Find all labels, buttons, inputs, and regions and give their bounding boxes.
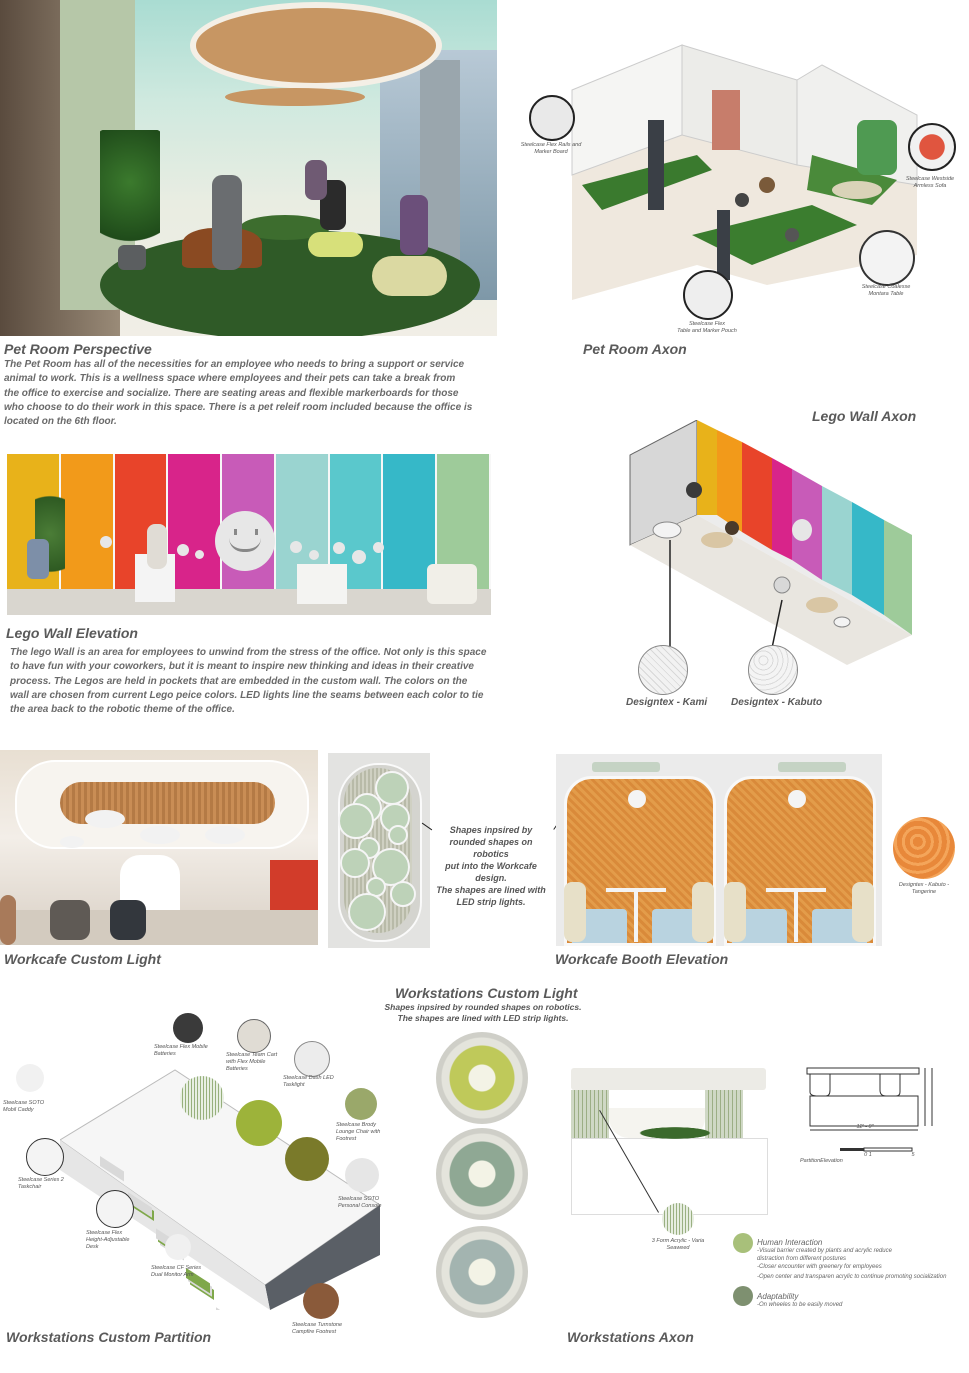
workstations-light-note bbox=[368, 1002, 598, 1024]
legend-line: -Visual barrier created by plants and acrylic reduce bbox=[757, 1248, 892, 1254]
human-interaction-legend bbox=[757, 1238, 967, 1283]
flex-table-callout-circle bbox=[683, 270, 733, 320]
flex-table-label bbox=[667, 321, 747, 335]
scale-label-end: 5 bbox=[911, 1152, 915, 1158]
text-line: located on the 6th floor. bbox=[4, 416, 117, 428]
label-line: Height-Adjustable bbox=[86, 1237, 130, 1243]
product-label-campfire bbox=[292, 1322, 352, 1336]
note-line: LED strip lights. bbox=[456, 897, 526, 907]
legend-line: -On wheeles to be easily moved bbox=[757, 1302, 843, 1308]
workcafe-booth-elevation bbox=[556, 754, 882, 946]
text-line: wall are chosen from current Lego peice colors. LED lights line the seams between each color to tie bbox=[10, 689, 484, 701]
note-line: Shapes inpsired by bbox=[449, 825, 533, 835]
label-line: Steelcase Flex Mobile bbox=[154, 1044, 208, 1050]
label-line: Batteries bbox=[226, 1066, 248, 1072]
workstation-light-fixture-1 bbox=[436, 1032, 528, 1124]
workcafe-light-plan bbox=[328, 753, 430, 948]
legend-title: Adaptability bbox=[757, 1292, 799, 1301]
label-line: Steelcase Series 2 bbox=[18, 1177, 64, 1183]
soto-personal-console-icon bbox=[345, 1158, 379, 1192]
flex-height-desk-icon bbox=[96, 1190, 134, 1228]
partition-render bbox=[565, 1068, 770, 1213]
sofa-callout-circle bbox=[908, 123, 956, 171]
product-label-soto-caddy bbox=[3, 1100, 53, 1114]
label-line: Personal Console bbox=[338, 1203, 382, 1209]
sofa-label bbox=[900, 176, 960, 190]
note-line: put into the Workcafe design. bbox=[445, 861, 537, 883]
workcafe-light-note bbox=[432, 824, 550, 908]
kami-fabric-label: Designtex - Kami bbox=[626, 697, 708, 708]
kabuto-fabric-swatch bbox=[748, 645, 798, 695]
label-line: Steelcase SOTO bbox=[338, 1196, 380, 1202]
smiley-eyes bbox=[234, 529, 258, 535]
legend-line: -Open center and transparen acrylic to continue promoting socialization bbox=[757, 1274, 947, 1280]
brody-lounge-chair-icon bbox=[345, 1088, 377, 1120]
label-line: Steelcase Flex bbox=[688, 321, 726, 327]
label-line: Steelcase Flex Rails and bbox=[520, 142, 582, 148]
label-line: Table and Marker Pouch bbox=[677, 328, 737, 334]
seaweed-acrylic-sample bbox=[662, 1203, 694, 1235]
legend-line: -Closer encounter with greenery for employees bbox=[757, 1264, 882, 1270]
label-line: Steelcase Team Cart bbox=[226, 1052, 278, 1058]
flex-rails-label bbox=[512, 142, 590, 156]
text-line: process. The Legos are held in pockets that are embedded in the custom wall. The colors on the bbox=[10, 675, 468, 687]
scale-label-start: 0 1 bbox=[864, 1152, 872, 1158]
product-label-series-2 bbox=[18, 1177, 78, 1191]
adaptability-legend bbox=[757, 1292, 957, 1309]
lego-wall-elevation-image bbox=[7, 454, 491, 615]
label-line: Tasklight bbox=[283, 1082, 305, 1088]
note-line: Shapes inpsired by rounded shapes on robotics. bbox=[384, 1002, 582, 1012]
label-line: Footrest bbox=[336, 1136, 357, 1142]
lego-wall-elevation-title: Lego Wall Elevation bbox=[6, 625, 138, 641]
lego-wall-description bbox=[10, 646, 490, 717]
label-line: Tangerine bbox=[911, 889, 937, 895]
label-line: Mobil Caddy bbox=[3, 1107, 34, 1113]
label-line: with Flex Mobile bbox=[226, 1059, 266, 1065]
label-line: Steelcase Brody bbox=[336, 1122, 377, 1128]
kami-fabric-swatch bbox=[638, 645, 688, 695]
label-line: Designtex - Kabuto - bbox=[898, 882, 950, 888]
label-line: Seaweed bbox=[666, 1245, 690, 1251]
label-line: Lounge Chair with bbox=[336, 1129, 381, 1135]
text-line: the office to exercise and socialize. There are seating areas and flexible markerboards for those bbox=[4, 387, 459, 399]
workcafe-booth-title: Workcafe Booth Elevation bbox=[555, 951, 729, 967]
product-label-brody bbox=[336, 1122, 396, 1143]
label-line: Campfire Footrest bbox=[292, 1329, 337, 1335]
text-line: who choose to do their work in this space. There is a pet releif room included because the office is bbox=[4, 401, 473, 413]
pet-room-axon-title: Pet Room Axon bbox=[583, 341, 687, 357]
workstation-light-fixture-2 bbox=[436, 1128, 528, 1220]
product-label-flex-mobile bbox=[154, 1044, 224, 1058]
pet-room-axon-diagram bbox=[512, 25, 955, 345]
cf-dual-monitor-arm-icon bbox=[165, 1234, 191, 1260]
lego-color-stripe bbox=[61, 454, 115, 589]
product-label-cf-arm bbox=[151, 1265, 221, 1279]
partition-elevation-caption: PartitionElevation bbox=[800, 1158, 843, 1164]
lego-wall-axon-diagram bbox=[622, 420, 922, 665]
table-label bbox=[852, 284, 920, 298]
partition-width-dimension: 12' - 0" bbox=[856, 1124, 874, 1130]
human-interaction-swatch bbox=[733, 1233, 753, 1253]
lego-wall-axon-title: Lego Wall Axon bbox=[812, 408, 917, 424]
text-line: animal to work. This is a wellness space where employees and their pets can take a break from bbox=[4, 373, 456, 385]
workstation-desk bbox=[216, 1307, 240, 1310]
label-line: Steelcase Coalesse bbox=[861, 284, 911, 290]
kabuto-tangerine-swatch bbox=[893, 817, 955, 879]
label-line: Steelcase Dash LED bbox=[283, 1075, 334, 1081]
kabuto-tangerine-label bbox=[890, 882, 958, 896]
label-line: Marker Board bbox=[534, 149, 568, 155]
label-line: Batteries bbox=[154, 1051, 176, 1057]
workstations-axon-title: Workstations Axon bbox=[567, 1329, 694, 1345]
note-line: The shapes are lined with bbox=[436, 885, 546, 895]
note-line: The shapes are lined with LED strip lights. bbox=[397, 1013, 569, 1023]
series-2-taskchair-icon bbox=[26, 1138, 64, 1176]
workstations-partition-axon bbox=[60, 1060, 390, 1310]
product-label-flex-desk bbox=[86, 1230, 146, 1251]
label-line: Steelcase Turnstone bbox=[292, 1322, 343, 1328]
text-line: The Pet Room has all of the necessities for an employee who needs to bring a support or service bbox=[4, 359, 465, 370]
note-line: rounded shapes on robotics bbox=[449, 837, 533, 859]
label-line: Montara Table bbox=[868, 291, 904, 297]
text-line: to have fun with your coworkers, but it is meant to inspire new thinking and ideas in their creative bbox=[10, 661, 474, 673]
partition-elevation-drawing bbox=[800, 1062, 950, 1172]
legend-line: distraction from different postures bbox=[757, 1256, 847, 1262]
kabuto-fabric-label: Designtex - Kabuto bbox=[731, 697, 823, 708]
lego-color-stripe bbox=[168, 454, 222, 589]
flex-mobile-batteries-icon bbox=[173, 1013, 203, 1043]
workstations-partition-title: Workstations Custom Partition bbox=[6, 1329, 212, 1345]
team-cart-icon bbox=[237, 1019, 271, 1053]
label-line: Steelcase CF Series bbox=[151, 1265, 202, 1271]
label-line: Steelcase Flex bbox=[86, 1230, 123, 1236]
label-line: Dual Monitor Arm bbox=[151, 1272, 194, 1278]
label-line: Steelcase SOTO bbox=[3, 1100, 45, 1106]
label-line: Armless Sofa bbox=[913, 183, 947, 189]
product-label-team-cart bbox=[226, 1052, 286, 1073]
adaptability-swatch bbox=[733, 1286, 753, 1306]
label-line: Taskchair bbox=[18, 1184, 42, 1190]
pet-room-perspective-image bbox=[0, 0, 497, 336]
flex-rails-callout-circle bbox=[529, 95, 575, 141]
seaweed-acrylic-swatch bbox=[180, 1076, 224, 1120]
dash-led-tasklight-icon bbox=[294, 1041, 330, 1077]
acrylic-label bbox=[645, 1238, 711, 1252]
workstations-light-title: Workstations Custom Light bbox=[395, 985, 578, 1001]
moss-fabric-swatch bbox=[285, 1137, 329, 1181]
label-line: 3 Form Acrylic - Varia bbox=[651, 1238, 705, 1244]
label-line: Desk bbox=[86, 1244, 99, 1250]
campfire-footrest-icon bbox=[303, 1283, 339, 1319]
workcafe-perspective-image bbox=[0, 750, 318, 945]
pet-room-perspective-title: Pet Room Perspective bbox=[4, 341, 152, 357]
soto-mobil-caddy-icon bbox=[16, 1064, 44, 1092]
product-label-soto-console bbox=[338, 1196, 398, 1210]
workcafe-light-title: Workcafe Custom Light bbox=[4, 951, 161, 967]
table-callout-circle bbox=[859, 230, 915, 286]
product-label-dash-led bbox=[283, 1075, 343, 1089]
workstation-light-fixture-3 bbox=[436, 1226, 528, 1318]
legend-title: Human Interaction bbox=[757, 1238, 823, 1247]
olive-fabric-swatch bbox=[236, 1100, 282, 1146]
label-line: Steelcase Westside bbox=[905, 176, 955, 182]
text-line: The lego Wall is an area for employees to unwind from the stress of the office. Not only is this space bbox=[10, 647, 487, 658]
pet-room-description bbox=[4, 358, 494, 429]
text-line: the area back to the robotic theme of the office. bbox=[10, 704, 235, 716]
